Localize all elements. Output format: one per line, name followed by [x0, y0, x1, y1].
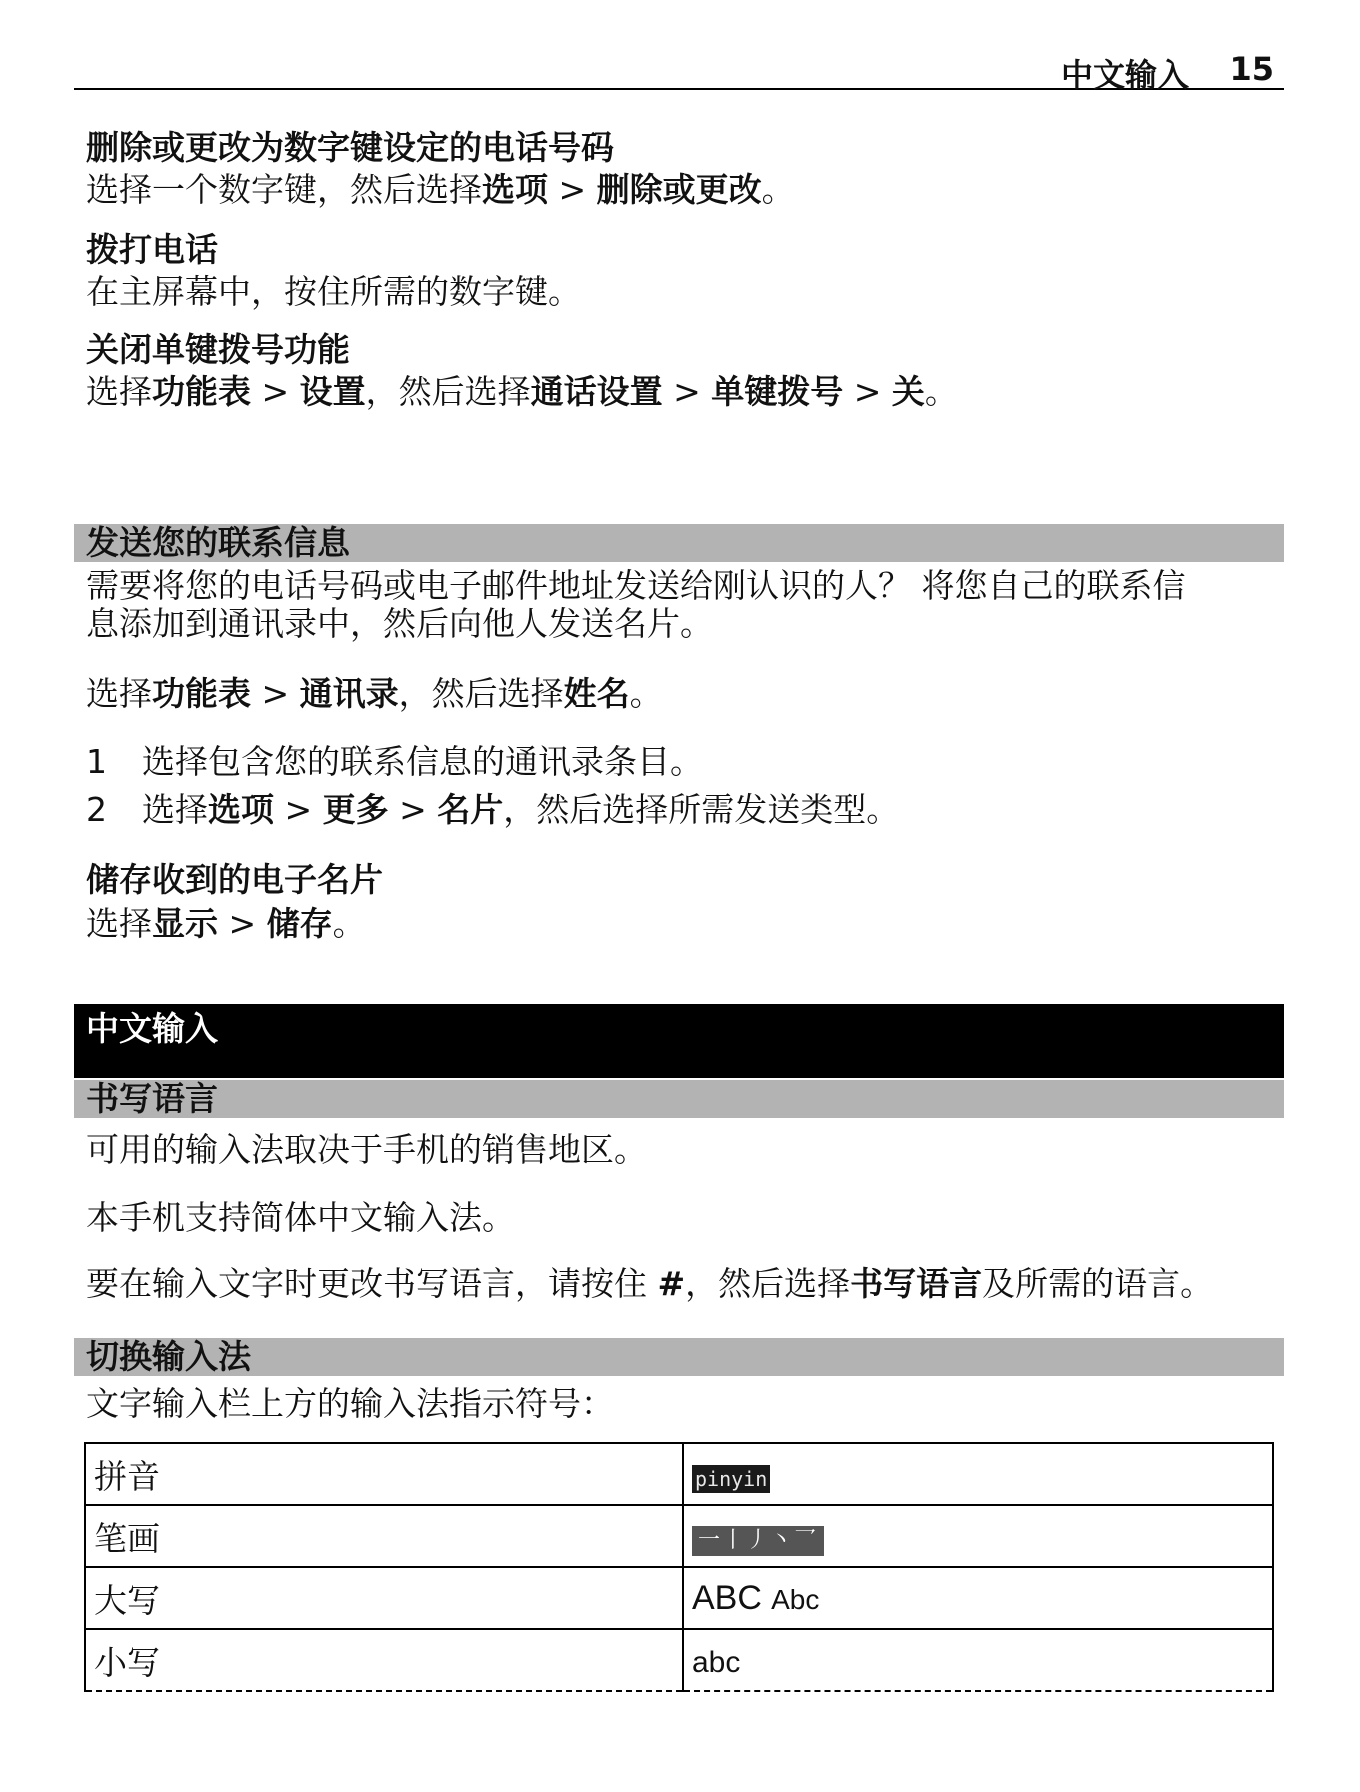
menu-term-names: 姓名	[563, 674, 630, 713]
paragraph-disable-speed-dial	[86, 372, 958, 412]
indicator-label: 大写	[85, 1567, 683, 1629]
paragraph-save-card	[86, 904, 366, 944]
sentence-case-symbol: Abc	[771, 1584, 820, 1615]
text: 选择	[86, 674, 152, 713]
indicator-label: 笔画	[85, 1505, 683, 1567]
text: 。	[629, 674, 663, 713]
menu-term-delete-or-change: 删除或更改	[596, 170, 762, 209]
list-item-step-1	[86, 742, 703, 782]
indicator-label: 小写	[85, 1629, 683, 1691]
text: ，然后选择	[685, 1264, 851, 1303]
indicator-label: 拼音	[85, 1443, 683, 1505]
text: 选择	[86, 372, 152, 411]
section-heading-save-card: 储存收到的电子名片	[86, 860, 383, 899]
separator: >	[251, 372, 300, 411]
text: ，然后选择	[365, 372, 531, 411]
menu-term-writing-language: 书写语言	[850, 1264, 983, 1303]
menu-term-save: 储存	[266, 904, 333, 943]
section-heading-call: 拨打电话	[86, 230, 218, 269]
menu-term-call-settings: 通话设置	[530, 372, 663, 411]
text: 。	[924, 372, 958, 411]
section-heading-delete-number: 删除或更改为数字键设定的电话号码	[86, 128, 614, 167]
separator: >	[388, 790, 438, 829]
key-hash: #	[657, 1264, 686, 1303]
section-bar-title: 发送您的联系信息	[86, 523, 350, 562]
text: 及所需的语言。	[982, 1264, 1214, 1303]
lowercase-indicator-icon: abc	[692, 1645, 741, 1679]
paragraph-indicator-intro: 文字输入栏上方的输入法指示符号：	[86, 1384, 614, 1423]
text: ，然后选择所需发送类型。	[503, 790, 900, 829]
menu-term-settings: 设置	[299, 372, 366, 411]
separator: >	[662, 372, 712, 411]
header-title: 中文输入	[1060, 56, 1189, 94]
paragraph-send-contact-line2: 息添加到通讯录中，然后向他人发送名片。	[86, 604, 713, 643]
indicator-symbol-cell	[683, 1629, 1273, 1691]
menu-term-more: 更多	[322, 790, 389, 829]
menu-term-options: 选项	[208, 790, 274, 829]
menu-term-contacts: 通讯录	[299, 674, 399, 713]
text: 。	[761, 170, 795, 209]
step-text: 选择包含您的联系信息的通讯录条目。	[142, 742, 703, 781]
menu-term-show: 显示	[152, 904, 218, 943]
page-header	[74, 40, 1284, 94]
section-bar-switch-input	[74, 1338, 1284, 1376]
uppercase-symbol: ABC	[692, 1579, 762, 1617]
separator: >	[548, 170, 597, 209]
section-bar-send-contact	[74, 524, 1284, 562]
step-number: 1	[86, 742, 107, 781]
separator: >	[843, 372, 892, 411]
text: 要在输入文字时更改书写语言，请按住	[86, 1264, 658, 1303]
paragraph-call: 在主屏幕中，按住所需的数字键。	[86, 272, 581, 311]
paragraph-send-contact-line1: 需要将您的电话号码或电子邮件地址发送给刚认识的人？ 将您自己的联系信	[86, 566, 1186, 605]
section-heading-disable-speed-dial: 关闭单键拨号功能	[86, 330, 350, 369]
section-bar-title: 书写语言	[86, 1079, 218, 1118]
chapter-title: 中文输入	[86, 1009, 218, 1048]
paragraph-delete-number	[86, 170, 795, 210]
text: 。	[332, 904, 366, 943]
page-number: 15	[1229, 50, 1274, 88]
paragraph-input-methods: 可用的输入法取决于手机的销售地区。	[86, 1130, 647, 1169]
paragraph-select-contacts	[86, 674, 663, 714]
text: 选择	[142, 790, 208, 829]
pinyin-indicator-icon: pinyin	[692, 1465, 770, 1493]
section-bar-title: 切换输入法	[86, 1337, 251, 1376]
menu-term-menu: 功能表	[152, 674, 251, 713]
menu-term-business-card: 名片	[437, 790, 504, 829]
text: 选择一个数字键，然后选择	[86, 170, 482, 209]
menu-term-options: 选项	[482, 170, 548, 209]
menu-term-speed-dial: 单键拨号	[711, 372, 844, 411]
uppercase-indicator-icon	[692, 1579, 819, 1616]
table-row	[85, 1505, 1273, 1567]
separator: >	[218, 904, 267, 943]
table-row	[85, 1567, 1273, 1629]
step-number: 2	[86, 790, 107, 829]
table-row	[85, 1629, 1273, 1691]
separator: >	[274, 790, 323, 829]
chapter-bar-chinese-input	[74, 1004, 1284, 1078]
paragraph-simplified-chinese: 本手机支持简体中文输入法。	[86, 1198, 515, 1237]
menu-term-menu: 功能表	[152, 372, 251, 411]
separator: >	[251, 674, 300, 713]
indicator-symbol-cell	[683, 1567, 1273, 1629]
indicator-symbol-cell	[683, 1443, 1273, 1505]
text: 选择	[86, 904, 152, 943]
text: ，然后选择	[398, 674, 564, 713]
list-item-step-2	[86, 790, 899, 830]
paragraph-change-language	[86, 1264, 1213, 1304]
indicator-symbol-cell	[683, 1505, 1273, 1567]
stroke-indicator-icon: 一丨丿丶乛	[692, 1526, 824, 1556]
indicator-table	[84, 1442, 1274, 1692]
table-row	[85, 1443, 1273, 1505]
menu-term-off: 关	[891, 372, 925, 411]
section-bar-writing-language	[74, 1080, 1284, 1118]
